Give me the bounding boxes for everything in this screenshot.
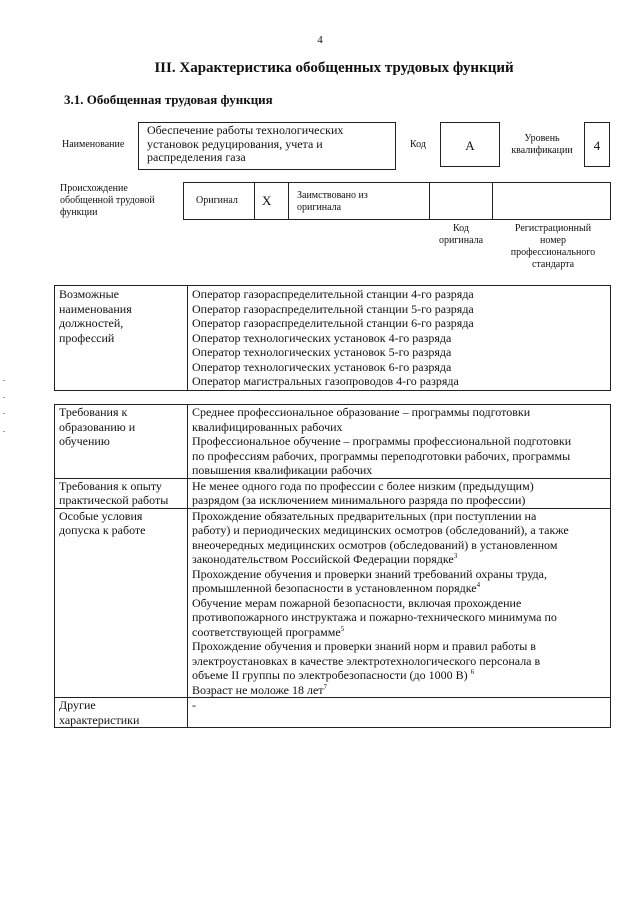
footnote-ref: 3	[453, 552, 458, 560]
table-row	[55, 405, 611, 479]
positions-table	[54, 285, 611, 391]
list-item: Оператор технологических установок 4-го разряда	[192, 330, 452, 345]
table-row	[55, 508, 611, 698]
level-value: 4	[584, 122, 610, 167]
reg-caption: Регистрационный номер профессионального стандарта	[510, 223, 596, 270]
education-label: Требования к образованию и обучению	[55, 405, 188, 479]
table-row	[55, 698, 611, 728]
list-item: Оператор газораспределительной станции 6-го разряда	[192, 316, 474, 330]
list-item: Оператор газораспределительной станции 4-го разряда	[192, 287, 474, 301]
section-title: III. Характеристика обобщенных трудовых функций	[154, 60, 514, 76]
footnote-ref: 6	[470, 668, 475, 676]
footnote-ref: 5	[340, 624, 345, 633]
table-row	[55, 478, 611, 508]
original-label: Оригинал	[196, 195, 238, 206]
experience-value: Не менее одного года по профессии с более низким (предыдущим) разрядом (за исключением минимального разряда по профессии)	[188, 478, 611, 508]
page-number: 4	[317, 34, 323, 46]
requirements-table	[54, 404, 611, 728]
code-caption: Код оригинала	[438, 223, 484, 246]
code-label: Код	[410, 139, 426, 150]
borrowed-label: Заимствовано из оригинала	[297, 190, 368, 213]
name-box	[138, 122, 396, 170]
name-label: Наименование	[62, 139, 125, 150]
subsection-title: 3.1. Обобщенная трудовая функция	[64, 92, 273, 107]
footnote-ref: 4	[476, 581, 481, 589]
footnote-ref: 7	[323, 682, 328, 691]
list-item: Оператор газораспределительной станции 5-го разряда	[192, 301, 474, 316]
list-item: Оператор технологических установок 5-го разряда	[192, 345, 452, 359]
education-value: Среднее профессиональное образование – программы подготовки квалифицированных рабочих Профессиональное обучение – программы профессиональной подготовки по профессиям рабочих, программы переподготовки рабочих, программы повышения квалификации рабочих	[188, 405, 611, 479]
conditions-value: Прохождение обязательных предварительных (при поступлении на работу) и периодических медицинских осмотров (обследований), а также внеочередных медицинских осмотров (обследований) в установленном законодательством Российской Федерации порядке$^3$ Прохождение обучения и проверки знаний требований охраны труда, промышленной безопасности в установленном порядке$^4$ Обучение мерам пожарной безопасности, включая прохождение противопожарного инструктажа и пожарно-технического минимума по соответствующей программе$^5$ Прохождение обучения и проверки знаний норм и правил работы в электроустановках в качестве электротехнологического персонала в объеме II группы по электробезопасности (до 1000 В) $^6$ Возраст не моложе 18 лет$^7$	[188, 508, 611, 698]
code-value: А	[440, 122, 500, 167]
experience-label: Требования к опыту практической работы	[55, 478, 188, 508]
conditions-label: Особые условия допуска к работе	[55, 508, 188, 698]
origin-label: Происхождение обобщенной трудовой функции	[60, 183, 155, 218]
other-label: Другие характеристики	[55, 698, 188, 728]
list-item: Оператор технологических установок 6-го разряда	[192, 359, 452, 374]
positions-list	[188, 286, 611, 391]
origin-row	[183, 182, 611, 220]
level-label: Уровень квалификации	[511, 133, 573, 156]
name-value: Обеспечение работы технологических установок редуцирования, учета и распределения газа	[147, 123, 344, 164]
other-value: -	[188, 698, 611, 728]
list-item: Оператор магистральных газопроводов 4-го разряда	[192, 374, 459, 388]
positions-label: Возможные наименования должностей, профессий	[55, 286, 188, 391]
original-mark: Х	[262, 193, 272, 208]
